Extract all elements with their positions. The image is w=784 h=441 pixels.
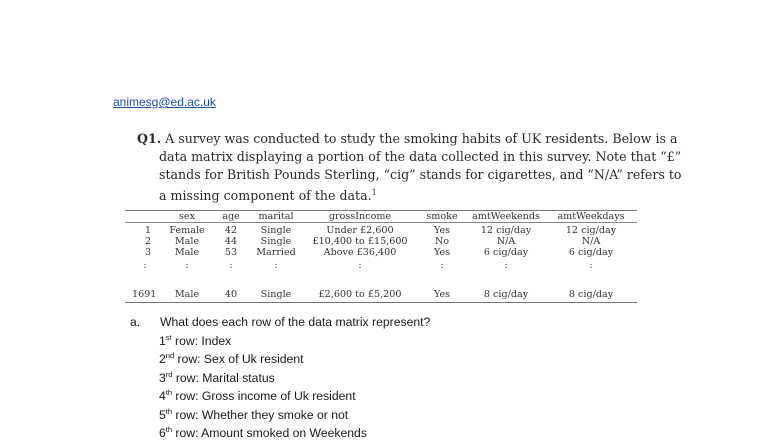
answer-item: 2nd row: Sex of Uk resident <box>159 351 304 367</box>
subquestion-label: a. <box>130 315 141 329</box>
row-index: 3 <box>145 247 152 258</box>
row-index: 1691 <box>132 289 157 300</box>
table-cell: 44 <box>224 236 238 247</box>
column-header: sex <box>178 211 196 222</box>
table-cell: Male <box>174 236 200 247</box>
question-block <box>137 130 682 205</box>
ellipsis-mark: : <box>274 260 278 271</box>
table-cell: 8 cig/day <box>568 289 614 300</box>
table-cell: Married <box>256 247 296 258</box>
table-cell: Above £36,400 <box>323 247 397 258</box>
question-line-3: stands for British Pounds Sterling, “cig” stands for cigarettes, and “N/A” refers to <box>159 167 682 182</box>
table-cell: £2,600 to £5,200 <box>318 289 402 300</box>
table-cell: 6 cig/day <box>483 247 529 258</box>
answer-item: 5th row: Whether they smoke or not <box>159 406 349 422</box>
table-cell: 42 <box>224 225 238 236</box>
table-cell: Yes <box>433 225 451 236</box>
table-cell: Under £2,600 <box>326 225 394 236</box>
table-cell: Male <box>174 247 200 258</box>
table-cell: Female <box>169 225 205 236</box>
ellipsis-row <box>125 258 637 289</box>
answer-item: 3rd row: Marital status <box>159 369 275 385</box>
table-cell: 53 <box>224 247 238 258</box>
ellipsis-mark: : <box>143 260 147 271</box>
subquestion <box>130 315 430 329</box>
ellipsis-mark: : <box>589 260 593 271</box>
question-line-2: data matrix displaying a portion of the data collected in this survey. Note that “£” <box>159 149 682 164</box>
data-matrix-table <box>125 210 637 303</box>
answer-item: 4th row: Gross income of Uk resident <box>159 388 356 404</box>
table-row <box>125 247 637 258</box>
table-row <box>125 225 637 236</box>
question-label: Q1. <box>137 131 162 146</box>
table-cell: Yes <box>433 289 451 300</box>
answer-item: 1st row: Index <box>159 332 232 348</box>
table-row <box>125 236 637 247</box>
subquestion-text: What does each row of the data matrix represent? <box>160 315 431 329</box>
ellipsis-mark: : <box>185 260 189 271</box>
table-cell: N/A <box>496 236 516 247</box>
email-link[interactable]: animesg@ed.ac.uk <box>113 95 216 109</box>
table-header-row <box>125 211 637 223</box>
table-row <box>125 289 637 302</box>
answer-item: 6th row: Amount smoked on Weekends <box>159 425 367 441</box>
table-cell: 8 cig/day <box>483 289 529 300</box>
row-index: 2 <box>145 236 152 247</box>
column-header: age <box>222 211 240 222</box>
ellipsis-mark: : <box>504 260 508 271</box>
column-header: marital <box>258 211 294 222</box>
footnote-mark: 1 <box>371 188 377 197</box>
table-cell: No <box>434 236 450 247</box>
ellipsis-mark: : <box>440 260 444 271</box>
column-header: amtWeekends <box>472 211 540 222</box>
table-cell: Single <box>260 225 292 236</box>
ellipsis-mark: : <box>358 260 362 271</box>
table-cell: 6 cig/day <box>568 247 614 258</box>
answer-list <box>130 315 430 440</box>
table-cell: Single <box>260 289 292 300</box>
table-cell: Yes <box>433 247 451 258</box>
table-cell: Single <box>260 236 292 247</box>
ellipsis-mark: : <box>229 260 233 271</box>
table-cell: 12 cig/day <box>480 225 532 236</box>
question-line-1: Q1. A survey was conducted to study the smoking habits of UK residents. Below is a <box>137 131 678 146</box>
table-cell: £10,400 to £15,600 <box>312 236 408 247</box>
column-header: smoke <box>426 211 458 222</box>
table-cell: Male <box>174 289 200 300</box>
table-cell: 40 <box>224 289 238 300</box>
column-header: grossIncome <box>328 211 392 222</box>
column-header: amtWeekdays <box>557 211 625 222</box>
question-line-4: a missing component of the data.$^1$ <box>159 188 377 204</box>
table-cell: N/A <box>581 236 601 247</box>
table-cell: 12 cig/day <box>565 225 617 236</box>
row-index: 1 <box>145 225 152 236</box>
